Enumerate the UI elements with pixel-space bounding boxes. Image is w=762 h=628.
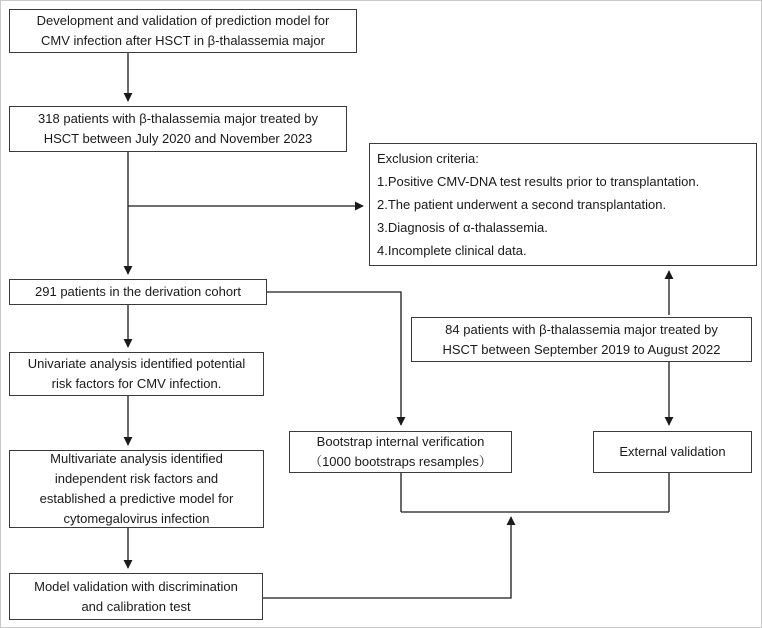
box-multivariate-line: Multivariate analysis identified [50, 451, 223, 466]
box-multivariate-line: independent risk factors and [54, 471, 219, 486]
box-patients-84-line: HSCT between September 2019 to August 2022 [442, 341, 721, 357]
box-multivariate-line: established a predictive model for [39, 491, 234, 506]
arrow-291-to-bootstrap [267, 292, 401, 425]
arrow-modelvalidation-to-connector [262, 517, 511, 598]
box-multivariate-line: cytomegalovirus infection [63, 511, 210, 526]
box-multivariate-analysis [9, 450, 264, 528]
box-model-validation-line: Model validation with discrimination [34, 578, 238, 594]
box-title-line: Development and validation of prediction model for [36, 13, 330, 28]
exclusion-item: 2.The patient underwent a second transplantation. [377, 197, 667, 212]
box-univariate-analysis [9, 352, 264, 396]
exclusion-item: 1.Positive CMV-DNA test results prior to transplantation. [377, 174, 700, 189]
box-model-validation-line: and calibration test [81, 598, 191, 614]
exclusion-heading: Exclusion criteria: [377, 151, 479, 166]
box-title-line: CMV infection after HSCT in β-thalassemia major [41, 33, 325, 48]
box-patients-84 [411, 317, 752, 362]
box-univariate-line: Univariate analysis identified potential [27, 356, 246, 371]
box-exclusion-criteria [369, 143, 757, 266]
box-external-validation [593, 431, 752, 473]
box-external-validation-line: External validation [619, 444, 726, 459]
box-patients-318-line: 318 patients with β-thalassemia major treated by [38, 111, 318, 126]
box-title [9, 9, 357, 53]
connector-arrows [1, 1, 762, 628]
box-bootstrap-line: Bootstrap internal verification [316, 434, 485, 449]
box-bootstrap-line: （1000 bootstraps resamples） [309, 454, 492, 469]
box-patients-84-line: 84 patients with β-thalassemia major treated by [445, 321, 718, 337]
exclusion-item: 4.Incomplete clinical data. [377, 243, 527, 258]
box-patients-318 [9, 106, 347, 152]
box-patients-318-line: HSCT between July 2020 and November 2023 [43, 131, 313, 146]
box-univariate-line: risk factors for CMV infection. [51, 376, 222, 391]
box-model-validation [9, 573, 263, 620]
exclusion-item: 3.Diagnosis of α-thalassemia. [377, 220, 548, 235]
box-bootstrap-verification [289, 431, 512, 473]
box-derivation-cohort [9, 279, 267, 305]
box-derivation-cohort-line: 291 patients in the derivation cohort [35, 284, 241, 299]
